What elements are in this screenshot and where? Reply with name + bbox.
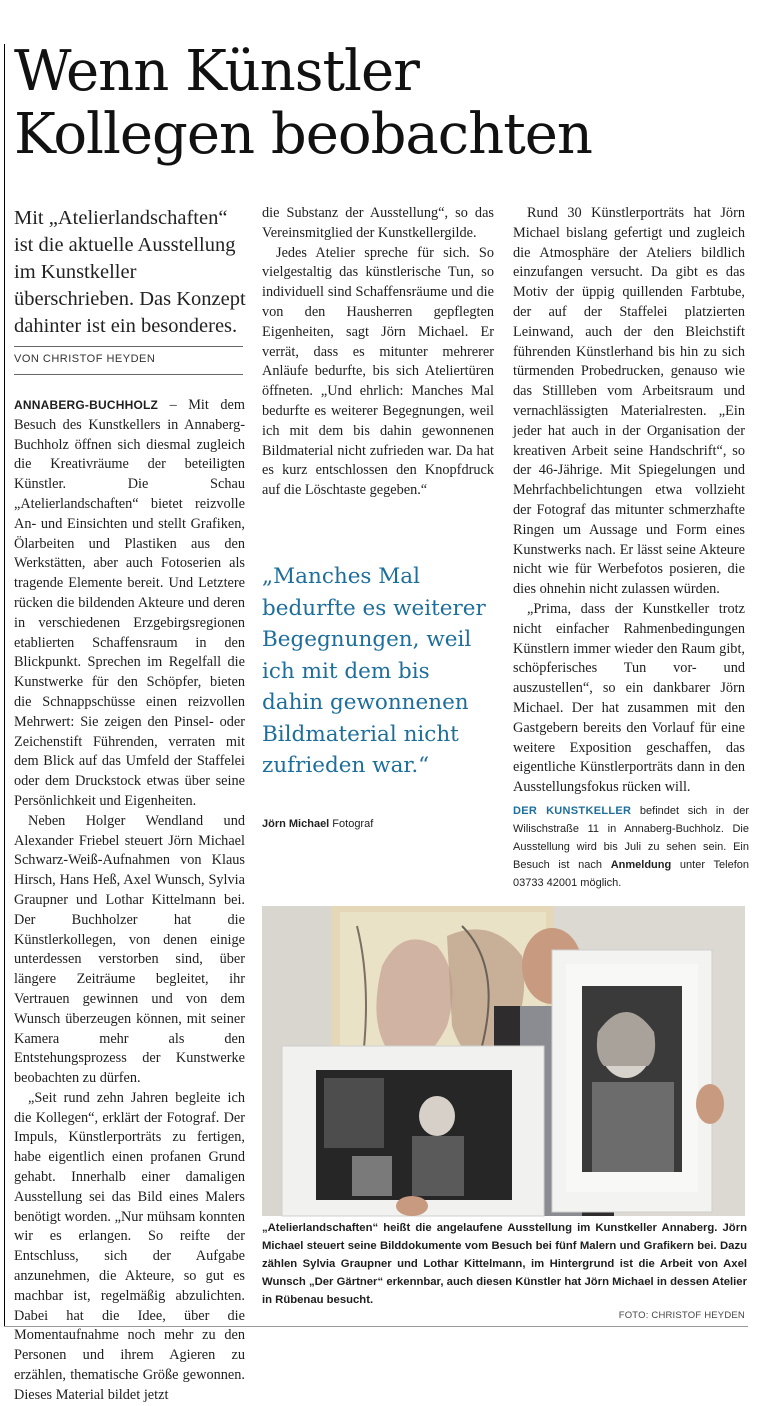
paragraph-text: Mit dem Besuch des Kunstkellers in Annaberg-Buchholz öffnen sich diesmal zugleich die Kreativräume der beteiligten Künstler. Die Schau „Atelierlandschaften“ bietet reizvolle An- und Einsichten und stellt Grafiken, Ölarbeiten und Plastiken aus den Werkstätten, aber auch Fotoserien als tragende Elemente bereit. Und Letztere rücken die bildenden Akteure und deren in verschiedenen Erzgebirgsregionen etablierten Schaffensraum in den Blickpunkt. Sprechen im Regelfall die Kunstwerke für den Schöpfer, bieten die Schnappschüsse einen reizvollen Mehrwert: Sie zeigen den Pinsel- oder Zeichenstift Führenden, verraten mit dem Blick auf das Umfeld der Staffelei oder dem Druckstock etwas über seine Persönlichkeit und Eigenheiten. (14, 397, 245, 809)
article-column-1 (14, 396, 245, 1406)
paragraph: „Seit rund zehn Jahren begleite ich die Kollegen“, erklärt der Fotograf. Der Impuls, Künstlerporträts zu fertigen, habe eigentlich einen profanen Grund gehabt. Innerhalb einer damaligen Ausstellung sei das Bild eines Malers benötigt worden. „Nur mühsam konnten wir es erlangen. So reifte der Entschluss, sich der Aufgabe anzunehmen, die Akteure, so gut es machbar ist, regelmäßig abzulichten. Dabei hat die Idee, über die Momentaufnahme noch mehr zu den Personen und ihrem Agieren zu erzählen, thematische Größe gewonnen. Dieses Material bildet jetzt (14, 1089, 245, 1403)
article-photo (262, 906, 745, 1216)
article-column-3 (513, 204, 745, 798)
info-box-bold: Anmeldung (610, 859, 672, 871)
byline-divider-bottom (14, 374, 243, 375)
paragraph: die Substanz der Ausstellung“, so das Vereinsmitglied der Kunstkellergilde. (262, 205, 494, 241)
dateline-separator: – (158, 397, 189, 413)
info-box-lead: DER KUNSTKELLER (513, 805, 632, 817)
headline-line-1: Wenn Künstler (14, 39, 419, 104)
paragraph: Rund 30 Künstlerporträts hat Jörn Michael bislang gefertigt und zugleich die Atmosphäre der Ateliers bildlich einzufangen versucht. Da gibt es das Motiv der üppig quillenden Farbtube, der auf der Staffelei platzierten Leinwand, auch der den Bleichstift führenden Künstlerhand bis hin zu sich türmenden Probedrucken, genauso wie das Stillleben vom Arbeitsraum und vernachlässigten Materialresten. „Ein jeder hat auch in der Organisation der kreativen Arbeit seine Handschrift“, so der 46-Jährige. Mit Spiegelungen und Mehrfachbelichtungen etwa vollzieht der Fotograf das mitunter schmerzhafte Ringen um Aussage und Form eines Kunstwerks nach. Er lässt seine Akteure nicht wie für Werbefotos posieren, die dies ohnehin nicht zulassen würden. (513, 205, 745, 598)
article-column-2 (262, 204, 494, 501)
bottom-divider (4, 1326, 748, 1327)
pull-quote-source (262, 818, 494, 830)
info-box-text-2: unter Telefon 03733 42001 möglich. (513, 859, 749, 889)
quote-author-role: Fotograf (329, 818, 374, 830)
left-border-rule (4, 44, 5, 1326)
intro-teaser: Mit „Atelierlandschaften“ ist die aktuelle Ausstellung im Kunstkeller überschrieben. Das Konzept dahinter ist ein besonderes. (14, 207, 246, 337)
byline: VON CHRISTOF HEYDEN (14, 353, 156, 365)
photo-illustration (262, 906, 745, 1216)
paragraph (14, 396, 245, 812)
photo-credit: FOTO: CHRISTOF HEYDEN (618, 1310, 745, 1321)
headline (14, 40, 754, 166)
pull-quote: „Manches Mal bedurfte es weiterer Begegnungen, weil ich mit dem bis dahin gewonnenen Bildmaterial nicht zufrieden war.“ (262, 564, 486, 778)
info-box-text: befindet sich in der Wilischstraße 11 in Annaberg-Buchholz. Die Ausstellung wird bis Juli zu sehen sein. Ein Besuch ist nach (513, 805, 750, 871)
info-box (513, 802, 749, 892)
dateline: ANNABERG-BUCHHOLZ (14, 398, 159, 412)
headline-line-2: Kollegen beobachten (14, 102, 592, 167)
paragraph: „Prima, dass der Kunstkeller trotz nicht einfacher Rahmenbedingungen Künstlern immer wieder den Raum gibt, schöpferisches Tun vor- und auszustellen“, so ein dankbarer Jörn Michael. Der hat zusammen mit den Gastgebern bereits den Vorlauf für eine weitere Exposition geschaffen, das eigentliche Künstlerporträts dann in den Ausstellungsfokus rücken will. (513, 600, 745, 796)
paragraph: Neben Holger Wendland und Alexander Friebel steuert Jörn Michael Schwarz-Weiß-Aufnahmen von Klaus Hirsch, Hans Heß, Axel Wunsch, Sylvia Graupner und Lothar Kittelmann bei. Der Buchholzer hat die Künstlerkollegen, von denen einige unterdessen verstorben sind, über längere Zeiträume begleitet, ihr Vertrauen gewinnen und von dem Wunsch überzeugen können, mit seiner Kamera mehr als den Entstehungsprozess der Kunstwerke beobachten zu dürfen. (14, 812, 245, 1087)
paragraph: Jedes Atelier spreche für sich. So vielgestaltig das künstlerische Tun, so individuell sind Schaffensräume und die von den Hausherren gepflegten Eigenheiten, sagt Jörn Michael. Er verrät, dass es mitunter mehrerer Anläufe bedurfte, bis sich Ateliertüren öffneten. „Und ehrlich: Manches Mal bedurfte es weiterer Begegnungen, weil ich mit dem bis dahin gewonnenen Bildmaterial nicht zufrieden war. Da hat es kurz entschlossen den Knopfdruck auf die Löschtaste gegeben.“ (262, 244, 494, 499)
byline-divider-top (14, 346, 243, 347)
photo-caption: „Atelierlandschaften“ heißt die angelaufene Ausstellung im Kunstkeller Annaberg. Jörn Michael steuert seine Bilddokumente vom Besuch bei fünf Malern und Grafikern bei. Dazu zählen Sylvia Graupner und Lothar Kittelmann, im Hintergrund ist die Arbeit von Axel Wunsch „Der Gärtner“ erkennbar, auch diesen Künstler hat Jörn Michael in dessen Atelier in Rübenau besucht. (262, 1222, 747, 1306)
quote-author: Jörn Michael (262, 818, 330, 830)
